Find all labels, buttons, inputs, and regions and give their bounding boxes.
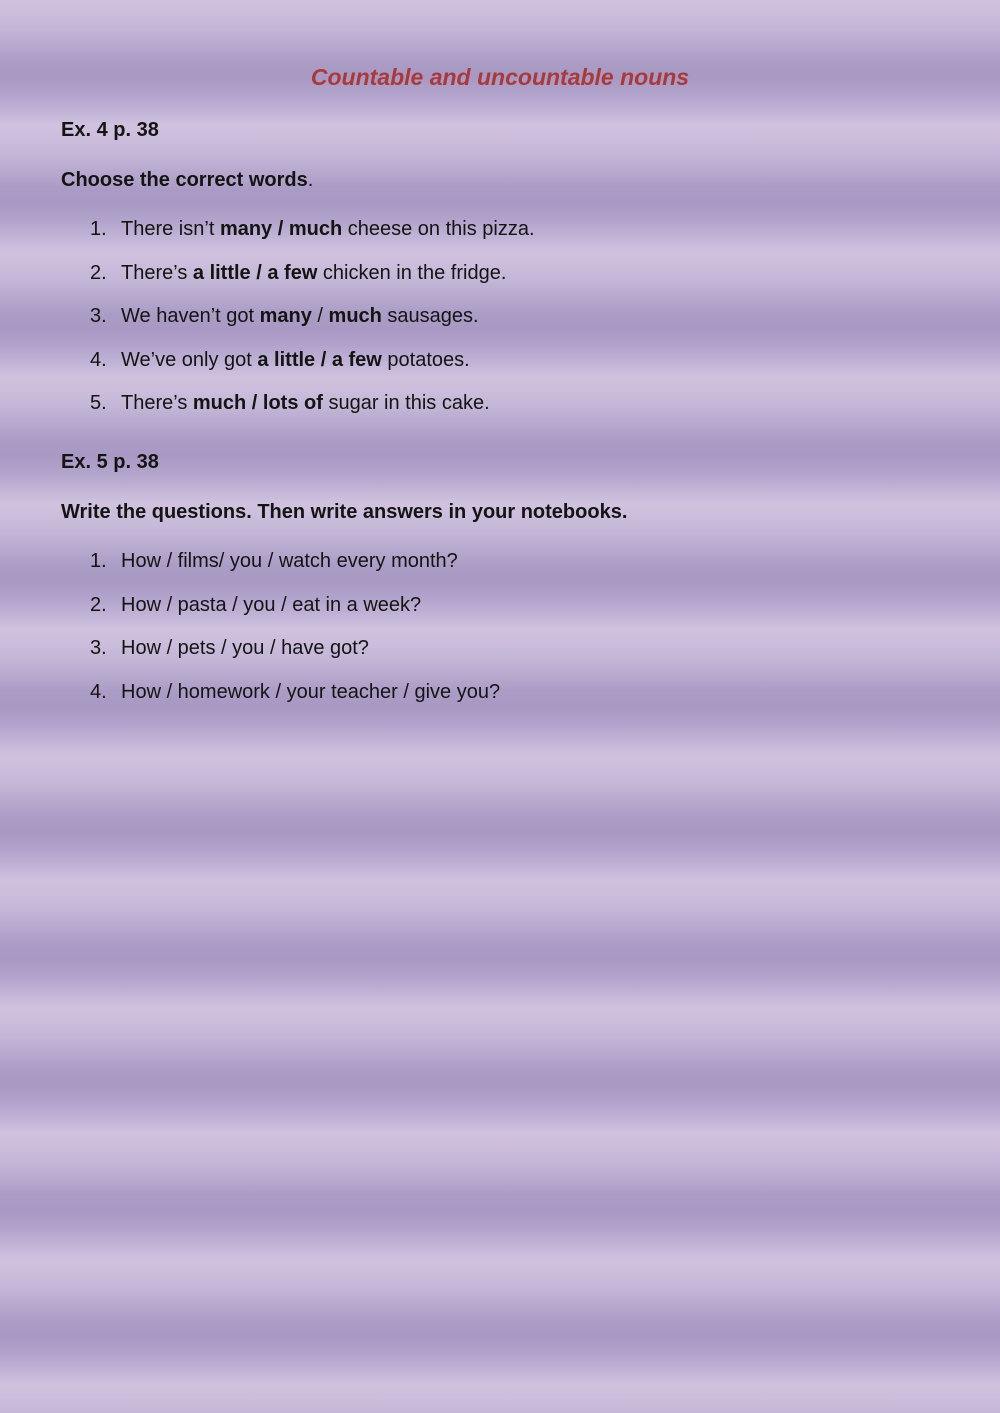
sentence-start: We’ve only got [121,348,258,371]
list-item [0,347,1000,391]
sentence-end: sugar in this cake. [322,392,490,414]
list-item [0,390,1000,434]
sentence-start: There’s [121,261,193,284]
item-number: 3. [90,305,107,327]
word-choice-b: much [328,305,382,327]
item-number: 2. [90,261,107,284]
exercise-4-instruction-text: Choose the correct words [61,169,308,191]
item-sentence [121,390,490,416]
item-sentence [121,347,470,373]
item-sentence [121,303,479,329]
exercise-5-list [0,548,1000,722]
sentence-end: potatoes. [381,348,470,371]
sentence-end: chicken in the fridge. [317,261,507,284]
sentence-start: We haven’t got [121,305,260,327]
item-question: How / pasta / you / eat in a week? [121,593,422,616]
item-question: How / pets / you / have got? [121,637,369,659]
list-item [0,635,1000,679]
item-sentence [121,216,535,242]
list-item [0,303,1000,347]
item-number: 4. [90,680,107,703]
list-item [0,260,1000,304]
exercise-4-list [0,216,1000,434]
word-choice: a little / a few [192,261,318,284]
sentence-end: cheese on this pizza. [342,218,535,240]
sentence-start: There isn’t [121,218,220,240]
exercise-5-heading: Ex. 5 p. 38 [61,451,159,473]
item-number: 1. [90,218,107,240]
word-choice: many / much [219,218,343,240]
sentence-start: There’s [121,392,193,414]
item-question: How / films/ you / watch every month? [121,550,458,572]
item-number: 3. [90,637,107,659]
exercise-5-instruction: Write the questions. Then write answers in your notebooks. [61,501,628,523]
choice-separator: / [311,305,329,327]
item-question: How / homework / your teacher / give you? [121,680,501,703]
list-item [0,679,1000,723]
item-number: 5. [90,392,107,414]
word-choice-a: many [259,305,312,327]
word-choice: much / lots of [192,392,323,414]
list-item [0,548,1000,592]
exercise-4-instruction [61,167,313,193]
item-number: 4. [90,348,107,371]
worksheet-title: Countable and uncountable nouns [310,64,690,90]
list-item [0,592,1000,636]
item-sentence [121,260,506,286]
sentence-end: sausages. [381,305,479,327]
item-number: 2. [90,593,107,616]
list-item [0,216,1000,260]
word-choice: a little / a few [257,348,382,371]
exercise-4-heading: Ex. 4 p. 38 [61,119,159,141]
item-number: 1. [90,550,107,572]
exercise-4-instruction-period: . [307,169,314,191]
